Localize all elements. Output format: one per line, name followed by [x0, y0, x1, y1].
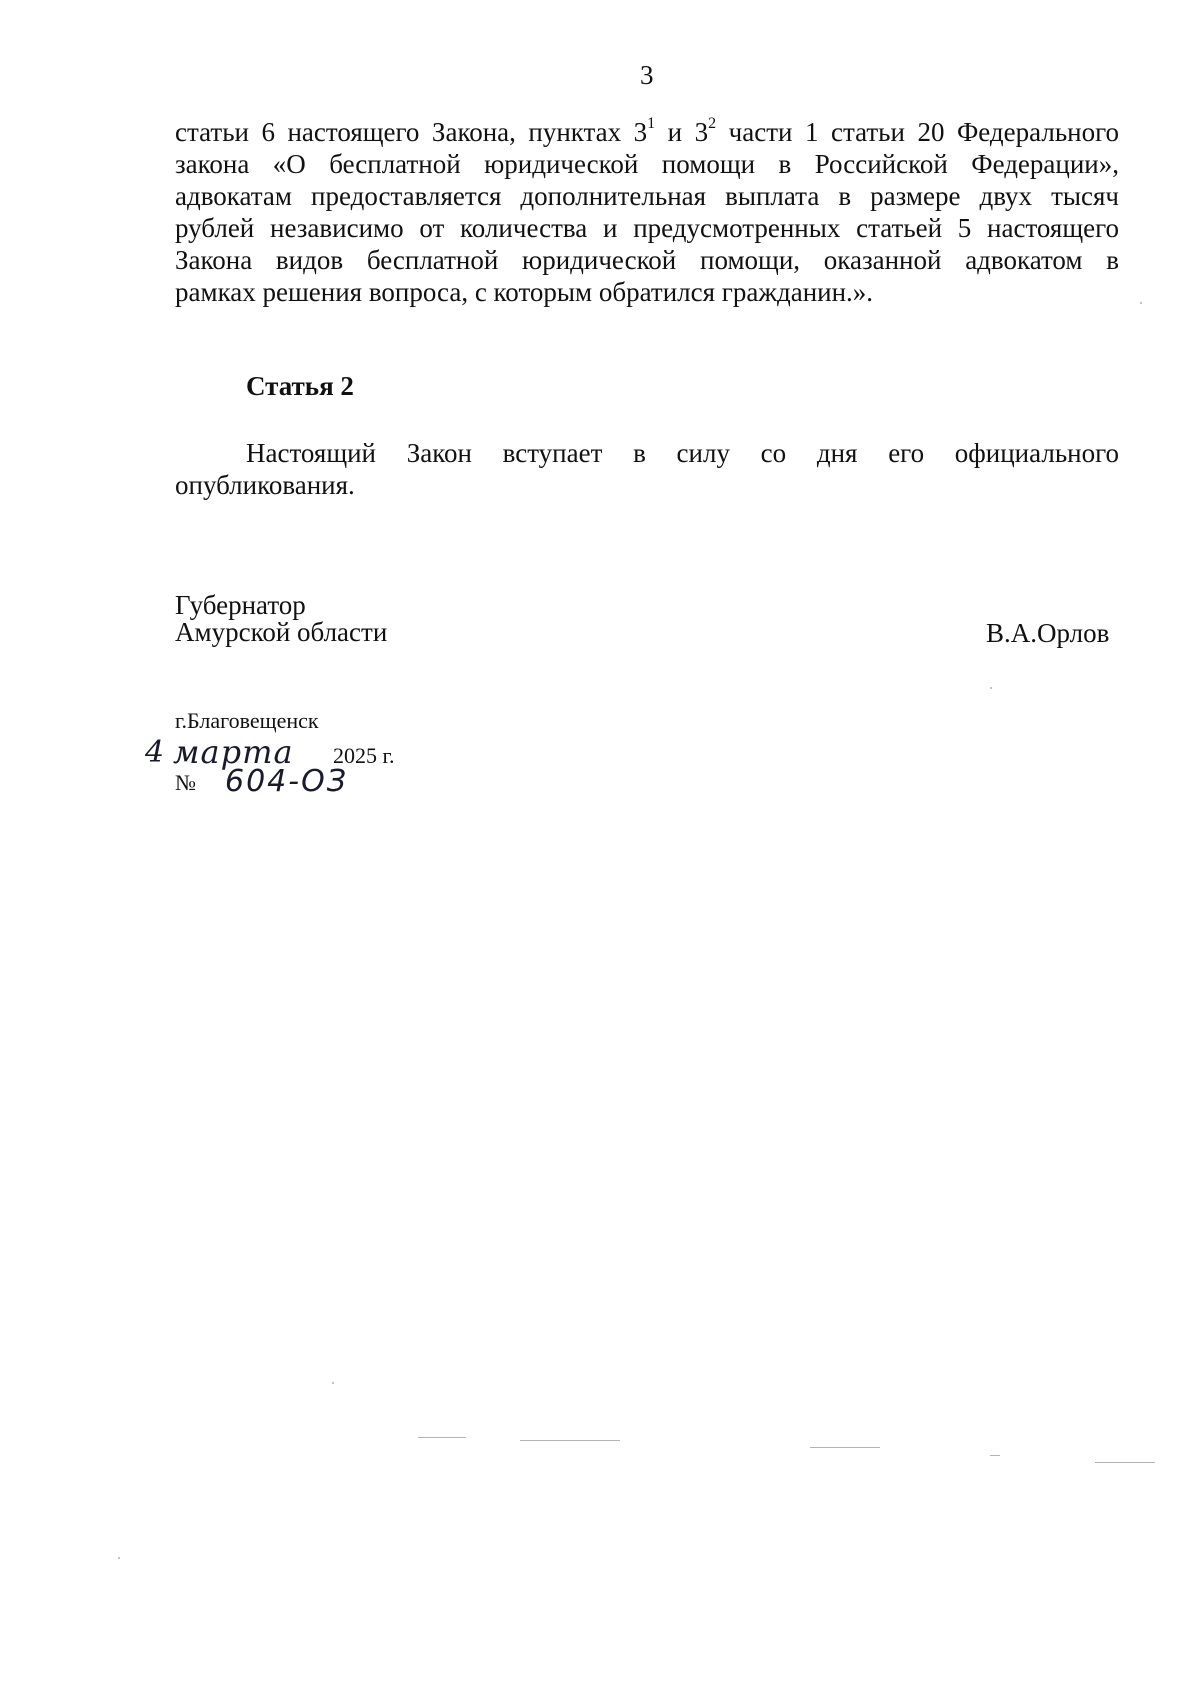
- scan-artifact: [520, 1440, 620, 1441]
- article1-line-1-b: и 3: [655, 117, 709, 147]
- superscript-1: 1: [647, 115, 656, 132]
- article2-heading: Статья 2: [246, 371, 354, 401]
- article1-line-4: рублей независимо от количества и предусмотренных статьей 5 настоящего: [175, 213, 1119, 243]
- article1-line-1-c: части 1 статьи 20 Федерального: [716, 117, 1120, 147]
- law-number: [175, 764, 415, 810]
- scan-artifact: [418, 1437, 466, 1438]
- handwritten-month: марта: [173, 733, 294, 771]
- page-number: 3: [640, 60, 654, 90]
- superscript-2: 2: [708, 115, 717, 132]
- article1-line-2: закона «О бесплатной юридической помощи в Российской Федерации»,: [175, 149, 1119, 179]
- scan-artifact: [118, 1557, 120, 1559]
- scan-artifact: [990, 1455, 1000, 1456]
- article1-line-1-a: статьи 6 настоящего Закона, пунктах 3: [175, 117, 648, 147]
- scan-artifact: [332, 1382, 334, 1384]
- scan-artifact: [990, 687, 992, 689]
- article1-line-6: рамках решения вопроса, с которым обратился гражданин.».: [175, 277, 874, 307]
- position-line-1: Губернатор: [175, 590, 306, 620]
- article1-line-1: [175, 116, 1119, 148]
- article2-text: [175, 437, 1119, 501]
- handwritten-number: 604-ОЗ: [225, 764, 348, 799]
- position-line-2: Амурской области: [175, 617, 388, 647]
- scan-artifact: [1095, 1462, 1155, 1463]
- scan-artifact: [1140, 302, 1142, 304]
- signatory-position: [175, 592, 387, 646]
- article2-line-1: Настоящий Закон вступает в силу со дня его официального: [246, 438, 1119, 468]
- number-sign: №: [175, 770, 196, 795]
- date-year: 2025 г.: [333, 743, 395, 768]
- signatory-name: В.А.Орлов: [986, 618, 1110, 648]
- article1-tail: [175, 116, 1119, 308]
- article1-line-5: Закона видов бесплатной юридической помощи, оказанной адвокатом в: [175, 245, 1119, 275]
- article2-line-2: опубликования.: [175, 470, 355, 500]
- scan-artifact: [810, 1447, 880, 1448]
- city: г.Благовещенск: [175, 708, 319, 733]
- article1-line-3: адвокатам предоставляется дополнительная выплата в размере двух тысяч: [175, 181, 1119, 211]
- handwritten-day: 4: [145, 735, 165, 770]
